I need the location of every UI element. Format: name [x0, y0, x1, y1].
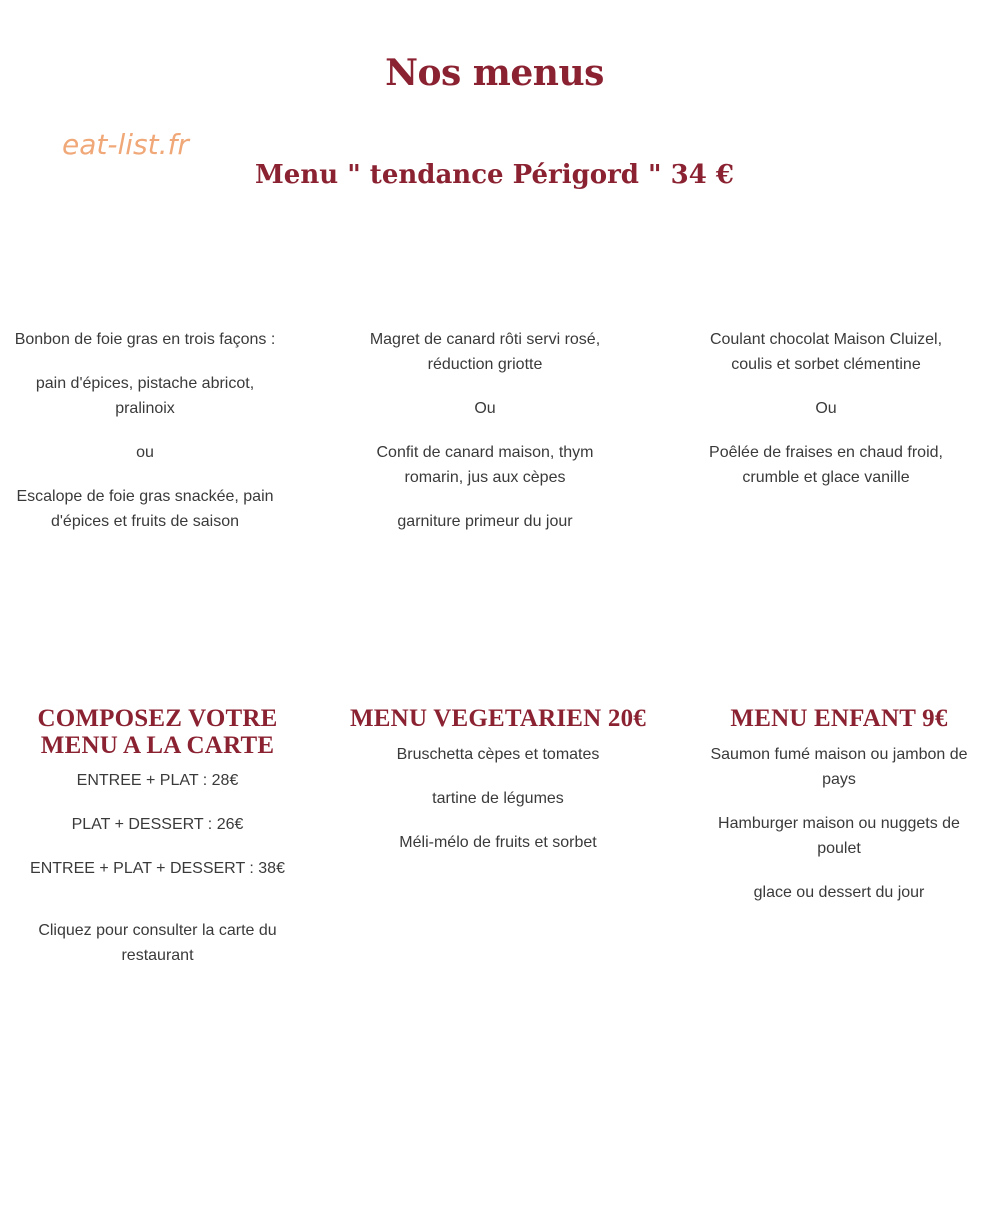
menu-item: Hamburger maison ou nuggets de poulet [718, 815, 960, 857]
menu-item: garniture primeur du jour [397, 513, 573, 530]
tendance-desserts-column [700, 327, 952, 509]
menu-item: Confit de canard maison, thym romarin, jus aux cèpes [376, 444, 594, 486]
menu-item: Coulant chocolat Maison Cluizel, coulis et sorbet clémentine [709, 331, 943, 373]
menu-item: pain d'épices, pistache abricot, pralinoix [35, 375, 255, 417]
menu-item: Magret de canard rôti servi rosé, réduction griotte [369, 331, 601, 373]
menu-item: Bonbon de foie gras en trois façons : [14, 331, 276, 348]
carte-link[interactable]: Cliquez pour consulter la carte du restaurant [38, 922, 277, 964]
menu-item: Bruschetta cèpes et tomates [396, 746, 600, 763]
menu-item: Poêlée de fraises en chaud froid, crumble et glace vanille [709, 444, 943, 486]
carte-items [25, 768, 290, 900]
menu-item: Saumon fumé maison ou jambon de pays [710, 746, 968, 788]
vegetarien-items [365, 742, 631, 874]
menu-separator: ou [136, 444, 154, 461]
tendance-entrees-column [5, 327, 285, 553]
tendance-plats-column [355, 327, 615, 553]
menu-separator: Ou [815, 400, 837, 417]
enfant-items [700, 742, 978, 924]
vegetarien-heading: MENU VEGETARIEN 20€ [350, 705, 646, 732]
watermark-logo: eat-list.fr [62, 128, 189, 161]
carte-price-item: ENTREE + PLAT : 28€ [76, 772, 239, 789]
carte-heading: COMPOSEZ VOTRE MENU A LA CARTE [37, 705, 278, 759]
menu-item: Méli-mélo de fruits et sorbet [399, 834, 597, 851]
menu-separator: Ou [474, 400, 496, 417]
page-title: Nos menus [385, 52, 604, 95]
menu-item: glace ou dessert du jour [753, 884, 925, 901]
menu-item: tartine de légumes [432, 790, 564, 807]
carte-price-item: ENTREE + PLAT + DESSERT : 38€ [30, 860, 285, 877]
carte-price-item: PLAT + DESSERT : 26€ [71, 816, 244, 833]
enfant-heading: MENU ENFANT 9€ [730, 705, 948, 732]
menu-item: Escalope de foie gras snackée, pain d'épices et fruits de saison [16, 488, 274, 530]
menu-tendance-heading: Menu " tendance Périgord " 34 € [255, 159, 734, 190]
